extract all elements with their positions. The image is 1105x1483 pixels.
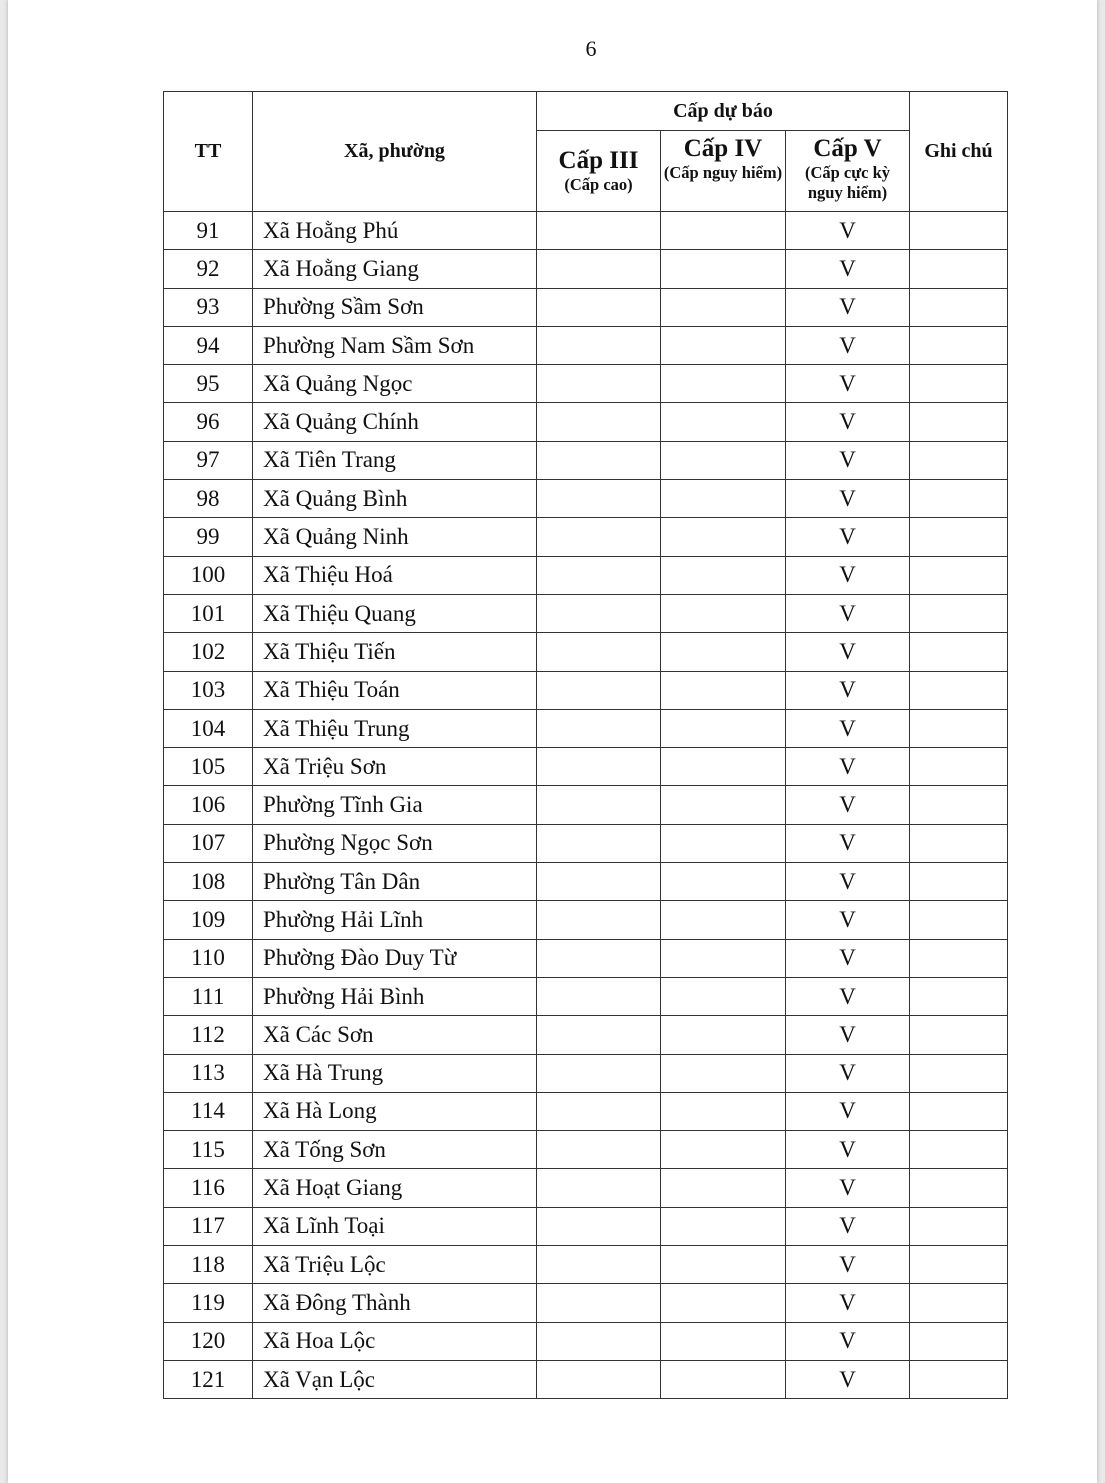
row-number: 105 <box>164 748 253 786</box>
table-header <box>164 92 1008 212</box>
header-forecast-level: Cấp dự báo <box>537 92 910 131</box>
commune-ward-name: Xã Các Sơn <box>253 1016 537 1054</box>
note-cell <box>910 939 1008 977</box>
row-number: 115 <box>164 1131 253 1169</box>
row-number: 103 <box>164 671 253 709</box>
table-row <box>164 786 1008 824</box>
level-4-mark <box>661 518 786 556</box>
level-5-mark: V <box>786 1092 910 1130</box>
level-5-mark: V <box>786 1322 910 1360</box>
table-row <box>164 365 1008 403</box>
header-note: Ghi chú <box>910 92 1008 212</box>
note-cell <box>910 250 1008 288</box>
level-3-mark <box>537 709 661 747</box>
row-number: 119 <box>164 1284 253 1322</box>
level-5-mark: V <box>786 288 910 326</box>
level-4-mark <box>661 288 786 326</box>
page-number: 6 <box>585 36 597 61</box>
table-row <box>164 748 1008 786</box>
row-number: 117 <box>164 1207 253 1245</box>
level-5-mark: V <box>786 1246 910 1284</box>
level-4-mark <box>661 556 786 594</box>
level-3-mark <box>537 939 661 977</box>
commune-ward-name: Xã Thiệu Hoá <box>253 556 537 594</box>
level-3-mark <box>537 1169 661 1207</box>
table-row <box>164 671 1008 709</box>
table-row <box>164 1016 1008 1054</box>
level-4-mark <box>661 594 786 632</box>
level-5-mark: V <box>786 1169 910 1207</box>
table-row <box>164 1131 1008 1169</box>
level-4-mark <box>661 1016 786 1054</box>
level-4-mark <box>661 901 786 939</box>
level-4-mark <box>661 1246 786 1284</box>
commune-ward-name: Xã Thiệu Toán <box>253 671 537 709</box>
level-4-mark <box>661 824 786 862</box>
level-3-mark <box>537 1054 661 1092</box>
level-5-mark: V <box>786 1360 910 1398</box>
header-level-3 <box>537 131 661 212</box>
level-5-mark: V <box>786 518 910 556</box>
level-3-mark <box>537 1207 661 1245</box>
level-4-mark <box>661 977 786 1015</box>
row-number: 98 <box>164 480 253 518</box>
level-5-mark: V <box>786 901 910 939</box>
row-number: 106 <box>164 786 253 824</box>
table-row <box>164 441 1008 479</box>
level-4-mark <box>661 326 786 364</box>
commune-ward-name: Xã Vạn Lộc <box>253 1360 537 1398</box>
level-5-mark: V <box>786 977 910 1015</box>
level-5-mark: V <box>786 671 910 709</box>
level-5-mark: V <box>786 939 910 977</box>
commune-ward-name: Xã Quảng Ninh <box>253 518 537 556</box>
row-number: 99 <box>164 518 253 556</box>
commune-ward-name: Phường Hải Bình <box>253 977 537 1015</box>
note-cell <box>910 1360 1008 1398</box>
table-row <box>164 1054 1008 1092</box>
table-row <box>164 863 1008 901</box>
row-number: 95 <box>164 365 253 403</box>
row-number: 104 <box>164 709 253 747</box>
note-cell <box>910 1169 1008 1207</box>
level-3-mark <box>537 863 661 901</box>
note-cell <box>910 633 1008 671</box>
row-number: 116 <box>164 1169 253 1207</box>
table-row <box>164 1322 1008 1360</box>
level-5-subtitle: (Cấp cực kỳ nguy hiểm) <box>804 163 891 202</box>
commune-ward-name: Xã Thiệu Trung <box>253 709 537 747</box>
level-3-mark <box>537 1092 661 1130</box>
table-row <box>164 901 1008 939</box>
note-cell <box>910 1322 1008 1360</box>
level-5-mark: V <box>786 326 910 364</box>
level-3-mark <box>537 786 661 824</box>
commune-ward-name: Xã Hoa Lộc <box>253 1322 537 1360</box>
commune-ward-name: Phường Sầm Sơn <box>253 288 537 326</box>
level-4-title: Cấp IV <box>683 135 763 162</box>
row-number: 100 <box>164 556 253 594</box>
row-number: 107 <box>164 824 253 862</box>
level-3-mark <box>537 633 661 671</box>
level-4-mark <box>661 1360 786 1398</box>
level-4-mark <box>661 1284 786 1322</box>
level-3-mark <box>537 365 661 403</box>
note-cell <box>910 594 1008 632</box>
row-number: 112 <box>164 1016 253 1054</box>
table-row <box>164 556 1008 594</box>
level-5-mark: V <box>786 556 910 594</box>
row-number: 111 <box>164 977 253 1015</box>
level-3-mark <box>537 1016 661 1054</box>
level-4-mark <box>661 748 786 786</box>
level-5-mark: V <box>786 403 910 441</box>
commune-ward-name: Phường Đào Duy Từ <box>253 939 537 977</box>
level-5-mark: V <box>786 1054 910 1092</box>
note-cell <box>910 288 1008 326</box>
level-3-mark <box>537 1246 661 1284</box>
level-3-mark <box>537 901 661 939</box>
level-5-mark: V <box>786 480 910 518</box>
level-4-mark <box>661 1169 786 1207</box>
level-5-title: Cấp V <box>813 135 882 162</box>
header-level-5 <box>786 131 910 212</box>
row-number: 118 <box>164 1246 253 1284</box>
level-5-mark: V <box>786 441 910 479</box>
note-cell <box>910 365 1008 403</box>
table-row <box>164 212 1008 250</box>
level-4-mark <box>661 709 786 747</box>
table-row <box>164 824 1008 862</box>
note-cell <box>910 786 1008 824</box>
header-level-4 <box>661 131 786 212</box>
row-number: 102 <box>164 633 253 671</box>
level-5-mark: V <box>786 1016 910 1054</box>
level-3-mark <box>537 250 661 288</box>
table-row <box>164 1169 1008 1207</box>
table-row <box>164 709 1008 747</box>
level-4-mark <box>661 1322 786 1360</box>
table-row <box>164 977 1008 1015</box>
row-number: 109 <box>164 901 253 939</box>
level-3-mark <box>537 824 661 862</box>
document-page <box>8 0 1097 1483</box>
table-row <box>164 939 1008 977</box>
commune-ward-name: Phường Nam Sầm Sơn <box>253 326 537 364</box>
note-cell <box>910 748 1008 786</box>
level-5-mark: V <box>786 1207 910 1245</box>
level-5-mark: V <box>786 212 910 250</box>
table-row <box>164 1207 1008 1245</box>
level-4-mark <box>661 633 786 671</box>
row-number: 113 <box>164 1054 253 1092</box>
level-3-mark <box>537 480 661 518</box>
row-number: 120 <box>164 1322 253 1360</box>
level-4-mark <box>661 1207 786 1245</box>
note-cell <box>910 518 1008 556</box>
row-number: 94 <box>164 326 253 364</box>
level-4-mark <box>661 212 786 250</box>
commune-ward-name: Xã Quảng Chính <box>253 403 537 441</box>
commune-ward-name: Xã Tiên Trang <box>253 441 537 479</box>
commune-ward-name: Xã Quảng Ngọc <box>253 365 537 403</box>
level-5-mark: V <box>786 594 910 632</box>
level-5-mark: V <box>786 633 910 671</box>
table-row <box>164 518 1008 556</box>
level-4-mark <box>661 1054 786 1092</box>
table-row <box>164 1360 1008 1398</box>
level-5-mark: V <box>786 863 910 901</box>
level-3-mark <box>537 1360 661 1398</box>
table-row <box>164 1246 1008 1284</box>
commune-ward-name: Xã Hoằng Phú <box>253 212 537 250</box>
commune-ward-name: Phường Tĩnh Gia <box>253 786 537 824</box>
table-row <box>164 326 1008 364</box>
level-3-mark <box>537 977 661 1015</box>
note-cell <box>910 1016 1008 1054</box>
level-3-mark <box>537 671 661 709</box>
commune-ward-name: Xã Triệu Lộc <box>253 1246 537 1284</box>
commune-ward-name: Xã Hà Trung <box>253 1054 537 1092</box>
forecast-table <box>163 91 1008 1399</box>
level-4-mark <box>661 939 786 977</box>
level-4-mark <box>661 863 786 901</box>
row-number: 101 <box>164 594 253 632</box>
table-row <box>164 288 1008 326</box>
level-3-mark <box>537 556 661 594</box>
note-cell <box>910 441 1008 479</box>
level-3-mark <box>537 212 661 250</box>
level-3-mark <box>537 441 661 479</box>
row-number: 114 <box>164 1092 253 1130</box>
commune-ward-name: Phường Tân Dân <box>253 863 537 901</box>
table-row <box>164 633 1008 671</box>
level-4-mark <box>661 1131 786 1169</box>
level-3-mark <box>537 1131 661 1169</box>
note-cell <box>910 709 1008 747</box>
commune-ward-name: Phường Hải Lĩnh <box>253 901 537 939</box>
note-cell <box>910 480 1008 518</box>
note-cell <box>910 556 1008 594</box>
row-number: 92 <box>164 250 253 288</box>
level-3-mark <box>537 1322 661 1360</box>
note-cell <box>910 1092 1008 1130</box>
row-number: 121 <box>164 1360 253 1398</box>
level-3-mark <box>537 748 661 786</box>
note-cell <box>910 977 1008 1015</box>
row-number: 108 <box>164 863 253 901</box>
note-cell <box>910 1246 1008 1284</box>
header-tt: TT <box>164 92 253 212</box>
row-number: 97 <box>164 441 253 479</box>
commune-ward-name: Xã Đông Thành <box>253 1284 537 1322</box>
level-5-mark: V <box>786 365 910 403</box>
level-5-mark: V <box>786 1284 910 1322</box>
table-body <box>164 212 1008 1399</box>
note-cell <box>910 671 1008 709</box>
note-cell <box>910 403 1008 441</box>
note-cell <box>910 1054 1008 1092</box>
commune-ward-name: Phường Ngọc Sơn <box>253 824 537 862</box>
level-3-mark <box>537 403 661 441</box>
commune-ward-name: Xã Tống Sơn <box>253 1131 537 1169</box>
table-row <box>164 1284 1008 1322</box>
level-4-mark <box>661 441 786 479</box>
commune-ward-name: Xã Hoằng Giang <box>253 250 537 288</box>
note-cell <box>910 824 1008 862</box>
level-3-title: Cấp III <box>558 147 639 174</box>
commune-ward-name: Xã Quảng Bình <box>253 480 537 518</box>
level-5-mark: V <box>786 1131 910 1169</box>
note-cell <box>910 1131 1008 1169</box>
commune-ward-name: Xã Thiệu Quang <box>253 594 537 632</box>
row-number: 93 <box>164 288 253 326</box>
level-4-mark <box>661 403 786 441</box>
table-row <box>164 480 1008 518</box>
level-5-mark: V <box>786 786 910 824</box>
header-commune-ward: Xã, phường <box>253 92 537 212</box>
level-4-mark <box>661 786 786 824</box>
commune-ward-name: Xã Lĩnh Toại <box>253 1207 537 1245</box>
level-3-subtitle: (Cấp cao) <box>564 175 633 194</box>
level-5-mark: V <box>786 709 910 747</box>
table-row <box>164 250 1008 288</box>
level-4-mark <box>661 1092 786 1130</box>
level-5-mark: V <box>786 748 910 786</box>
commune-ward-name: Xã Triệu Sơn <box>253 748 537 786</box>
table-row <box>164 1092 1008 1130</box>
commune-ward-name: Xã Thiệu Tiến <box>253 633 537 671</box>
level-3-mark <box>537 1284 661 1322</box>
note-cell <box>910 212 1008 250</box>
level-4-mark <box>661 365 786 403</box>
level-4-mark <box>661 250 786 288</box>
level-4-subtitle: (Cấp nguy hiểm) <box>663 163 783 182</box>
level-4-mark <box>661 671 786 709</box>
level-3-mark <box>537 594 661 632</box>
level-4-mark <box>661 480 786 518</box>
level-3-mark <box>537 326 661 364</box>
note-cell <box>910 1207 1008 1245</box>
row-number: 96 <box>164 403 253 441</box>
table-row <box>164 403 1008 441</box>
row-number: 110 <box>164 939 253 977</box>
note-cell <box>910 863 1008 901</box>
table-row <box>164 594 1008 632</box>
note-cell <box>910 901 1008 939</box>
level-5-mark: V <box>786 250 910 288</box>
level-3-mark <box>537 288 661 326</box>
note-cell <box>910 1284 1008 1322</box>
level-5-mark: V <box>786 824 910 862</box>
row-number: 91 <box>164 212 253 250</box>
note-cell <box>910 326 1008 364</box>
commune-ward-name: Xã Hoạt Giang <box>253 1169 537 1207</box>
level-3-mark <box>537 518 661 556</box>
commune-ward-name: Xã Hà Long <box>253 1092 537 1130</box>
